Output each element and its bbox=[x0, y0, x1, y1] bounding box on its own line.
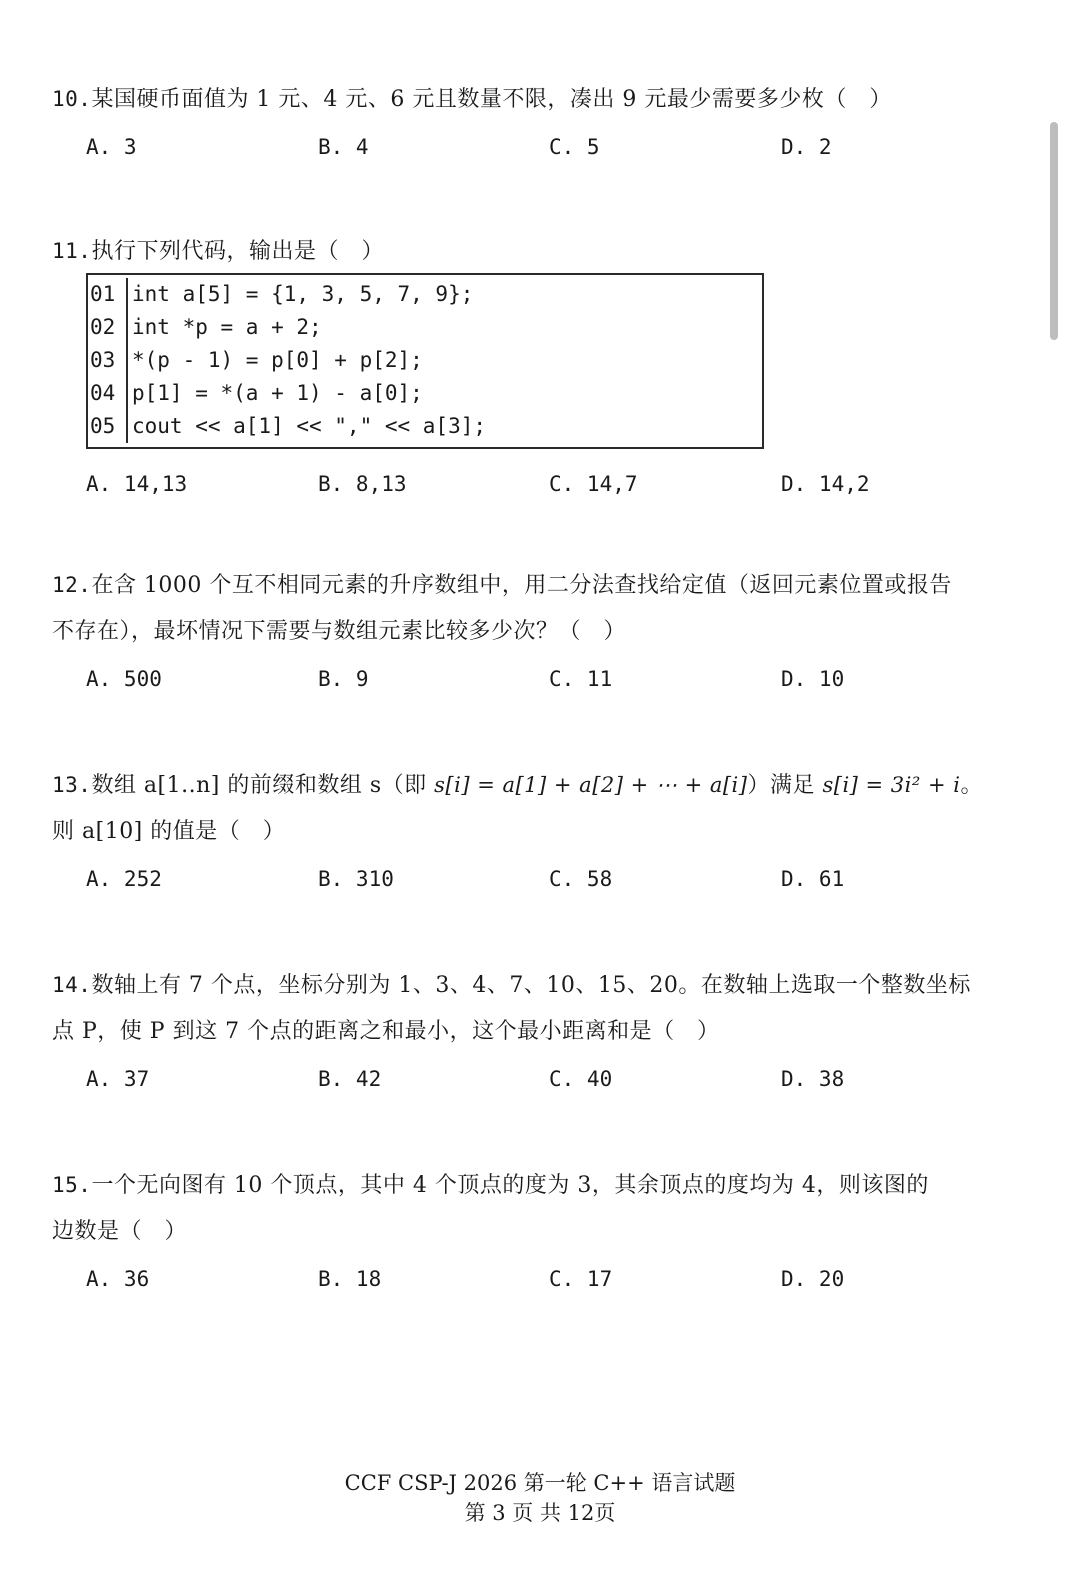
code-text: cout << a[1] << "," << a[3]; bbox=[132, 414, 487, 438]
question-text-line2: 则 a[10] 的值是（ ） bbox=[52, 819, 286, 844]
line-number: 05 bbox=[88, 410, 128, 443]
code-text: int *p = a + 2; bbox=[132, 315, 322, 339]
question-text-line1: 一个无向图有 10 个顶点，其中 4 个顶点的度为 3，其余顶点的度均为 4，则该图的 bbox=[91, 1173, 929, 1198]
option-c[interactable]: C. 11 bbox=[549, 667, 613, 691]
option-a[interactable]: A. 37 bbox=[86, 1067, 150, 1091]
question-stem-line2 bbox=[52, 1209, 997, 1255]
question-stem bbox=[52, 1162, 997, 1209]
question-number: 15. bbox=[52, 1173, 92, 1197]
question-stem bbox=[52, 76, 997, 123]
option-c[interactable]: C. 17 bbox=[549, 1267, 613, 1291]
option-c[interactable]: C. 58 bbox=[549, 867, 613, 891]
option-b[interactable]: B. 9 bbox=[318, 667, 369, 691]
question-text-part2: ）满足 bbox=[747, 773, 823, 798]
options-row bbox=[52, 127, 997, 167]
question-stem bbox=[52, 762, 997, 809]
option-c[interactable]: C. 5 bbox=[549, 135, 600, 159]
option-a[interactable]: A. 14,13 bbox=[86, 472, 188, 496]
question-text-line2: 不存在），最坏情况下需要与数组元素比较多少次？（ ） bbox=[52, 619, 627, 644]
math-formula: s[i] = 3i² + i bbox=[822, 773, 961, 797]
options-row bbox=[52, 659, 997, 699]
question-11-options bbox=[52, 460, 997, 504]
question-11 bbox=[52, 228, 997, 275]
question-13 bbox=[52, 762, 997, 899]
question-stem-line2 bbox=[52, 809, 997, 855]
option-a[interactable]: A. 500 bbox=[86, 667, 162, 691]
question-text-line2: 边数是（ ） bbox=[52, 1219, 188, 1244]
question-12 bbox=[52, 562, 997, 699]
options-row bbox=[52, 1259, 997, 1299]
math-formula: s[i] = a[1] + a[2] + ⋯ + a[i] bbox=[434, 773, 748, 797]
footer-exam-title: CCF CSP-J 2026 第一轮 C++ 语言试题 bbox=[344, 1471, 736, 1495]
options-row bbox=[52, 859, 997, 899]
code-text: p[1] = *(a + 1) - a[0]; bbox=[132, 381, 423, 405]
question-text: 某国硬币面值为 1 元、4 元、6 元且数量不限，凑出 9 元最少需要多少枚（ ） bbox=[91, 87, 892, 112]
option-a[interactable]: A. 36 bbox=[86, 1267, 150, 1291]
option-d[interactable]: D. 14,2 bbox=[781, 472, 870, 496]
question-stem bbox=[52, 562, 997, 609]
question-stem bbox=[52, 962, 997, 1009]
option-a[interactable]: A. 252 bbox=[86, 867, 162, 891]
option-d[interactable]: D. 20 bbox=[781, 1267, 845, 1291]
option-c[interactable]: C. 40 bbox=[549, 1067, 613, 1091]
question-number: 12. bbox=[52, 573, 92, 597]
question-stem bbox=[52, 228, 997, 275]
code-text: int a[5] = {1, 3, 5, 7, 9}; bbox=[132, 282, 474, 306]
code-line bbox=[88, 344, 762, 377]
question-number: 10. bbox=[52, 87, 92, 111]
line-number: 02 bbox=[88, 311, 128, 344]
question-text-part3: 。 bbox=[960, 773, 983, 798]
option-d[interactable]: D. 38 bbox=[781, 1067, 845, 1091]
question-number: 11. bbox=[52, 239, 92, 263]
question-number: 13. bbox=[52, 773, 92, 797]
code-line bbox=[88, 311, 762, 344]
question-text-line1: 在含 1000 个互不相同元素的升序数组中，用二分法查找给定值（返回元素位置或报告 bbox=[91, 573, 952, 598]
line-number: 01 bbox=[88, 278, 128, 311]
line-number: 04 bbox=[88, 377, 128, 410]
question-10 bbox=[52, 76, 997, 167]
option-b[interactable]: B. 42 bbox=[318, 1067, 382, 1091]
option-d[interactable]: D. 10 bbox=[781, 667, 845, 691]
question-14 bbox=[52, 962, 997, 1099]
line-number: 03 bbox=[88, 344, 128, 377]
code-block bbox=[86, 273, 764, 449]
options-row bbox=[52, 464, 997, 504]
code-text: *(p - 1) = p[0] + p[2]; bbox=[132, 348, 423, 372]
question-text: 执行下列代码，输出是（ ） bbox=[91, 239, 384, 264]
option-d[interactable]: D. 61 bbox=[781, 867, 845, 891]
code-line bbox=[88, 377, 762, 410]
question-15 bbox=[52, 1162, 997, 1299]
question-text-part1: 数组 a[1..n] 的前缀和数组 s（即 bbox=[91, 773, 435, 798]
code-line bbox=[88, 410, 762, 447]
option-c[interactable]: C. 14,7 bbox=[549, 472, 638, 496]
question-text-line1: 数轴上有 7 个点，坐标分别为 1、3、4、7、10、15、20。在数轴上选取一个整数坐标 bbox=[91, 973, 971, 998]
option-b[interactable]: B. 8,13 bbox=[318, 472, 407, 496]
question-number: 14. bbox=[52, 973, 92, 997]
code-line bbox=[88, 275, 762, 311]
options-row bbox=[52, 1059, 997, 1099]
question-text-line2: 点 P，使 P 到这 7 个点的距离之和最小，这个最小距离和是（ ） bbox=[52, 1019, 720, 1044]
option-b[interactable]: B. 310 bbox=[318, 867, 394, 891]
option-a[interactable]: A. 3 bbox=[86, 135, 137, 159]
question-stem-line2 bbox=[52, 1009, 997, 1055]
option-b[interactable]: B. 4 bbox=[318, 135, 369, 159]
scrollbar-thumb[interactable] bbox=[1050, 122, 1058, 340]
option-b[interactable]: B. 18 bbox=[318, 1267, 382, 1291]
footer-page-number: 第 3 页 共 12页 bbox=[464, 1501, 616, 1525]
question-stem-line2 bbox=[52, 609, 997, 655]
option-d[interactable]: D. 2 bbox=[781, 135, 832, 159]
